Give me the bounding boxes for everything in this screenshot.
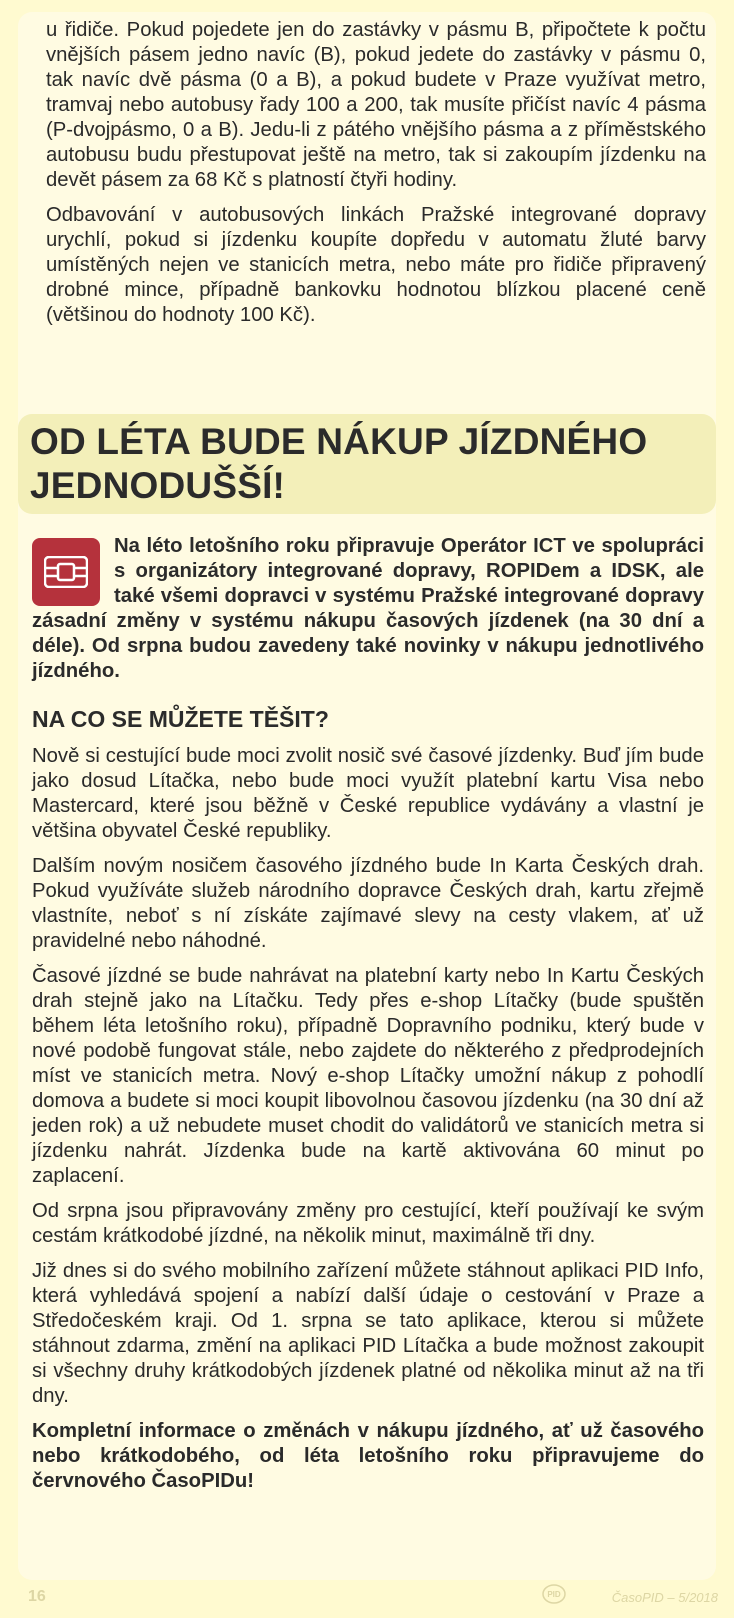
page-footer xyxy=(0,1584,734,1614)
article-body xyxy=(32,744,704,1504)
intro-paragraph-1: u řidiče. Pokud pojedete jen do zastávky v pásmu B, připočtete k počtu vnějších pásem jedno navíc (B), pokud jedete do zastávky v pásmu 0, tak navíc dvě pásma (0 a B), a pokud budete v Praze využívat metro, tramvaj nebo autobusy řady 100 a 200, tak musíte přičíst navíc 4 pásma (P-dvojpásmo, 0 a B). Jedu-li z pátého vnějšího pásma a z příměstského autobusu budu přestupovat ještě na metro, tak si zakoupím jízdenku na devět pásem za 68 Kč s platností čtyři hodiny. xyxy=(46,19,706,191)
body-paragraph-4: Od srpna jsou připravovány změny pro cestující, kteří používají ke svým cestám krátkodobé jízdné, na několik minut, maximálně tři dny. xyxy=(32,1200,704,1247)
intro-paragraph-2: Odbavování v autobusových linkách Pražské integrované dopravy urychlí, pokud si jízdenku koupíte dopředu v automatu žluté barvy umístěných nejen ve stanicích metra, nebo máte pro řidiče připravený drobné mince, případně bankovku hodnotou blízkou placené ceně (většinou do hodnoty 100 Kč). xyxy=(46,204,706,326)
body-paragraph-3: Časové jízdné se bude nahrávat na platební karty nebo In Kartu Českých drah stejně jako na Lítačku. Tedy přes e-shop Lítačky (bude spuštěn během léta letošního roku), případně Dopravního podniku, který bude v nové podobě fungovat stále, nebo zajdete do některého z předprodejních míst ve stanicích metra. Nový e-shop Lítačky umožní nákup z pohodlí domova a budete si moci koupit libovolnou časovou jízdenku (na 30 dní až jeden rok) a už nebudete muset chodit do validátorů ve stanicích metra si jízdenku nahrát. Jízdenka bude na kartě aktivována 60 minut po zaplacení. xyxy=(32,965,704,1187)
pid-logo-text: PID xyxy=(547,1590,561,1599)
chip-card-icon xyxy=(32,538,100,606)
intro-text xyxy=(46,18,706,338)
lead-paragraph: Na léto letošního roku připravuje Operátor ICT ve spolupráci s organizátory integrované dopravy, ROPIDem a IDSK, ale také všemi dopravci v systému Pražské integrované dopravy zásadní změny v systému nákupu časových jízdenek (na 30 dní a déle). Od srpna budou zavedeny také novinky v nákupu jednotlivého jízdného. xyxy=(32,535,704,682)
section-subheading: NA CO SE MŮŽETE TĚŠIT? xyxy=(32,706,329,732)
headline-box xyxy=(18,414,716,514)
body-paragraph-5: Již dnes si do svého mobilního zařízení můžete stáhnout aplikaci PID Info, která vyhledává spojení a nabízí další údaje o cestování v Praze a Středočeském kraji. Od 1. srpna se tato aplikace, kterou si můžete stáhnout zdarma, změní na aplikaci PID Lítačka a bude možnost zakoupit si všechny druhy krátkodobých jízdenek platné od několika minut až na tři dny. xyxy=(32,1260,704,1407)
issue-label: ČasoPID – 5/2018 xyxy=(611,1590,718,1605)
body-paragraph-6: Kompletní informace o změnách v nákupu jízdného, ať už časového nebo krátkodobého, od léta letošního roku připravujeme do červnového ČasoPIDu! xyxy=(32,1420,704,1492)
pid-logo-icon xyxy=(541,1583,567,1605)
article-headline: OD LÉTA BUDE NÁKUP JÍZDNÉHO JEDNODUŠŠÍ! xyxy=(30,421,648,506)
lead-section xyxy=(32,534,704,684)
page-number: 16 xyxy=(28,1588,46,1605)
body-paragraph-2: Dalším novým nosičem časového jízdného bude In Karta Českých drah. Pokud využíváte služeb národního dopravce Českých drah, kartu zřejmě vlastníte, neboť s ní získáte zajímavé slevy na cesty vlakem, ať už pravidelné nebo náhodné. xyxy=(32,855,704,952)
body-paragraph-1: Nově si cestující bude moci zvolit nosič své časové jízdenky. Buď jím bude jako dosud Lítačka, nebo bude moci využít platební kartu Visa nebo Mastercard, které jsou běžně v České republice vydávány a vlastní je většina obyvatel České republiky. xyxy=(32,745,704,842)
